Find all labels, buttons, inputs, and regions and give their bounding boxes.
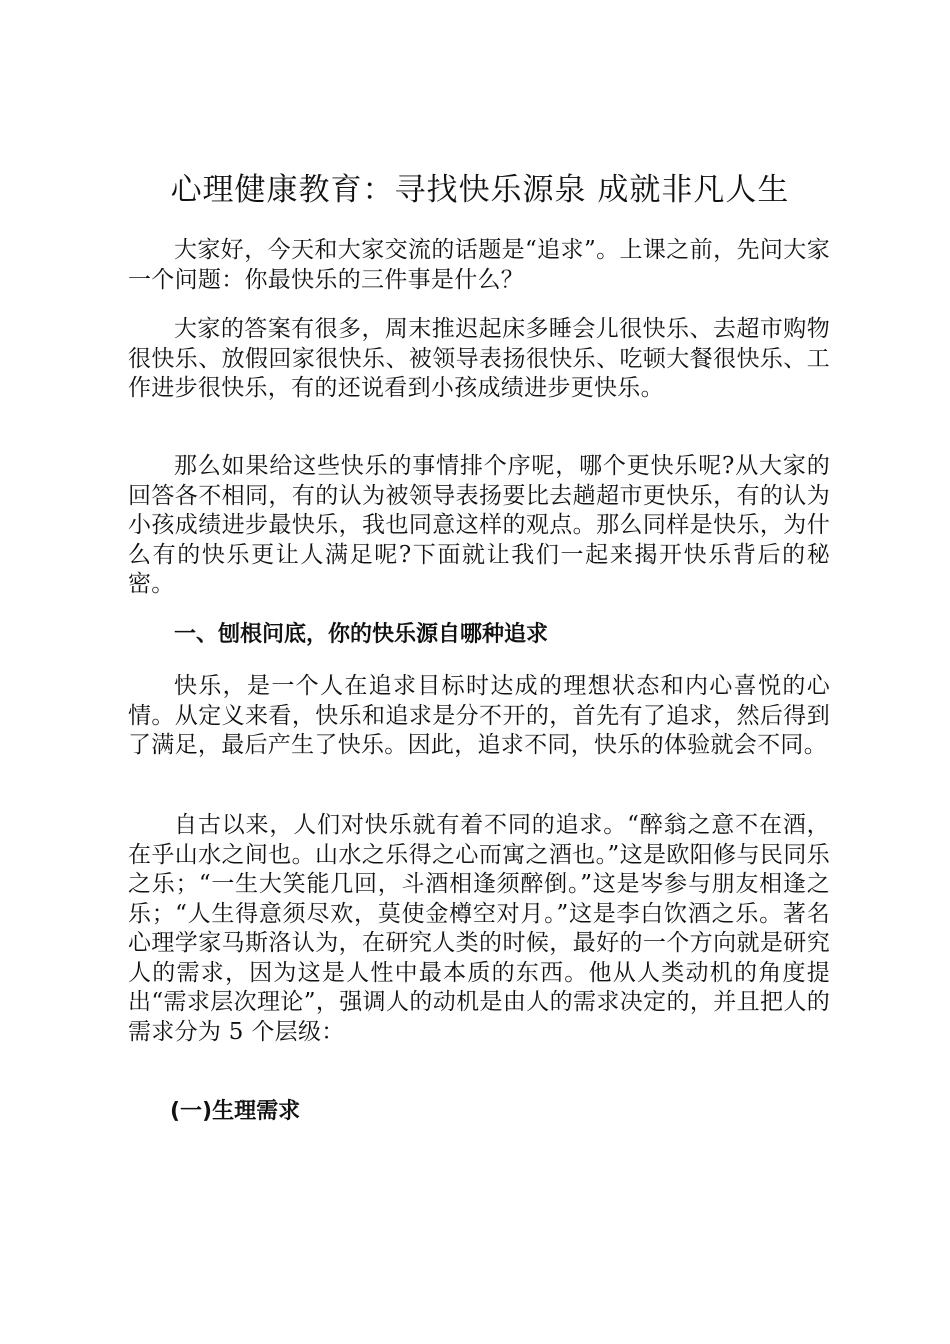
paragraph-ranking: 那么如果给这些快乐的事情排个序呢，哪个更快乐呢?从大家的回答各不相同，有的认为被领导表扬要比去趟超市更快乐，有的认为小孩成绩进步最快乐，我也同意这样的观点。那么同样是快乐，为什么有的快乐更让人满足呢?下面就让我们一起来揭开快乐背后的秘密。	[128, 453, 830, 597]
paragraph-history: 自古以来，人们对快乐就有着不同的追求。“醉翁之意不在酒，在乎山水之间也。山水之乐得之心而寓之酒也。”这是欧阳修与民同乐之乐；“一生大笑能几回，斗酒相逢须醉倒。”这是岑参与朋友相逢之乐；“人生得意须尽欢，莫使金樽空对月。”这是李白饮酒之乐。著名心理学家马斯洛认为，在研究人类的时候，最好的一个方向就是研究人的需求，因为这是人性中最本质的东西。他从人类动机的角度提出“需求层次理论”，强调人的动机是由人的需求决定的，并且把人的需求分为 5 个层级：	[128, 812, 830, 1045]
paragraph-intro: 大家好，今天和大家交流的话题是“追求”。上课之前，先问大家一个问题：你最快乐的三件事是什么？	[128, 237, 830, 293]
paragraph-answers: 大家的答案有很多，周末推迟起床多睡会儿很快乐、去超市购物很快乐、放假回家很快乐、被领导表扬很快乐、吃顿大餐很快乐、工作进步很快乐，有的还说看到小孩成绩进步更快乐。	[128, 316, 830, 401]
paragraph-definition: 快乐，是一个人在追求目标时达成的理想状态和内心喜悦的心情。从定义来看，快乐和追求是分不开的，首先有了追求，然后得到了满足，最后产生了快乐。因此，追求不同，快乐的体验就会不同。	[128, 673, 830, 758]
section-heading-1: 一、刨根问底，你的快乐源自哪种追求	[174, 622, 549, 647]
subsection-heading-1: (一)生理需求	[170, 1099, 301, 1124]
document-title: 心理健康教育：寻找快乐源泉 成就非凡人生	[170, 172, 790, 208]
